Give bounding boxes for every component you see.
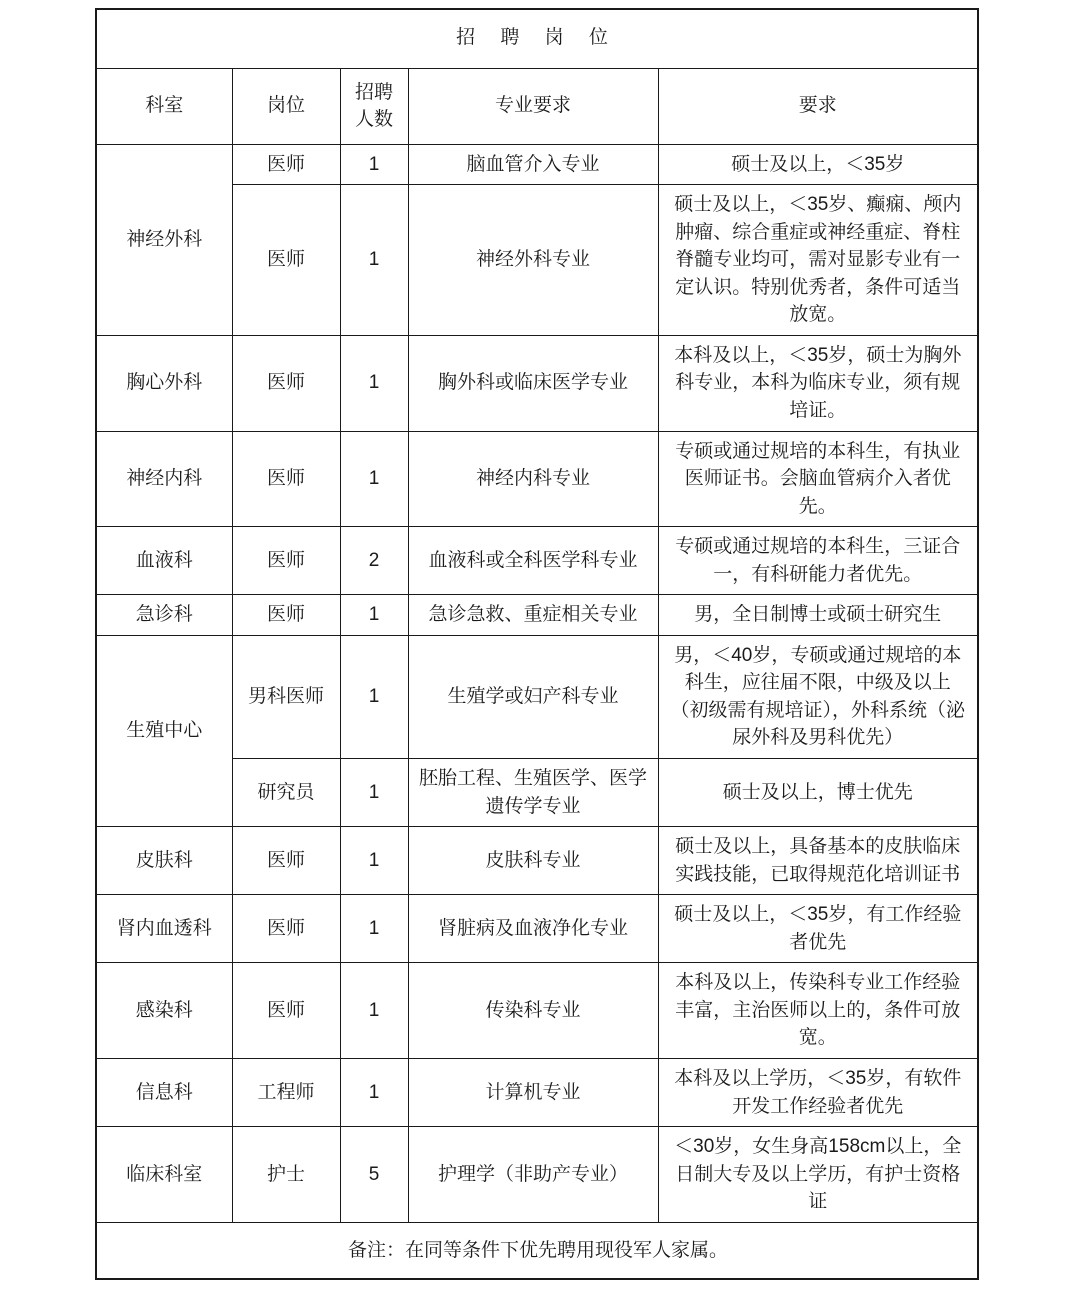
table-note: 备注：在同等条件下优先聘用现役军人家属。 bbox=[96, 1222, 978, 1279]
cell-post: 工程师 bbox=[232, 1058, 340, 1126]
table-row bbox=[96, 144, 978, 185]
cell-requirement: 男，全日制博士或硕士研究生 bbox=[658, 595, 978, 636]
cell-post: 医师 bbox=[232, 431, 340, 527]
cell-requirement: 本科及以上，传染科专业工作经验丰富，主治医师以上的，条件可放宽。 bbox=[658, 963, 978, 1059]
cell-requirement: 硕士及以上，＜35岁、癫痫、颅内肿瘤、综合重症或神经重症、脊柱脊髓专业均可，需对显影专业有一定认识。特别优秀者，条件可适当放宽。 bbox=[658, 185, 978, 336]
table-row bbox=[96, 1127, 978, 1223]
cell-major: 神经外科专业 bbox=[408, 185, 658, 336]
document-title: 招 聘 岗 位 bbox=[96, 9, 978, 68]
cell-count: 1 bbox=[340, 185, 408, 336]
cell-requirement: 硕士及以上，＜35岁 bbox=[658, 144, 978, 185]
header-count-line1: 招聘 bbox=[354, 81, 393, 103]
cell-count: 1 bbox=[340, 1058, 408, 1126]
cell-requirement: 硕士及以上，博士优先 bbox=[658, 759, 978, 827]
cell-count: 1 bbox=[340, 431, 408, 527]
cell-major: 脑血管介入专业 bbox=[408, 144, 658, 185]
cell-post: 医师 bbox=[232, 963, 340, 1059]
cell-post: 医师 bbox=[232, 527, 340, 595]
note-row bbox=[96, 1222, 978, 1279]
table-row bbox=[96, 963, 978, 1059]
cell-post: 医师 bbox=[232, 144, 340, 185]
cell-dept: 信息科 bbox=[96, 1058, 232, 1126]
cell-requirement: ＜30岁，女生身高158cm以上，全日制大专及以上学历，有护士资格证 bbox=[658, 1127, 978, 1223]
cell-post: 护士 bbox=[232, 1127, 340, 1223]
cell-dept: 感染科 bbox=[96, 963, 232, 1059]
cell-major: 生殖学或妇产科专业 bbox=[408, 635, 658, 758]
cell-major: 血液科或全科医学科专业 bbox=[408, 527, 658, 595]
header-major: 专业要求 bbox=[408, 68, 658, 144]
cell-major: 计算机专业 bbox=[408, 1058, 658, 1126]
cell-requirement: 本科及以上学历，＜35岁，有软件开发工作经验者优先 bbox=[658, 1058, 978, 1126]
cell-post: 男科医师 bbox=[232, 635, 340, 758]
cell-requirement: 男，＜40岁，专硕或通过规培的本科生，应往届不限，中级及以上（初级需有规培证），外科系统（泌尿外科及男科优先） bbox=[658, 635, 978, 758]
table-row bbox=[96, 1058, 978, 1126]
cell-count: 1 bbox=[340, 144, 408, 185]
table-row bbox=[96, 431, 978, 527]
cell-major: 护理学（非助产专业） bbox=[408, 1127, 658, 1223]
table-row bbox=[96, 635, 978, 758]
title-row bbox=[96, 9, 978, 68]
table-row bbox=[96, 527, 978, 595]
recruitment-table bbox=[95, 8, 979, 1280]
cell-count: 1 bbox=[340, 635, 408, 758]
cell-major: 胸外科或临床医学专业 bbox=[408, 335, 658, 431]
cell-post: 医师 bbox=[232, 185, 340, 336]
cell-count: 1 bbox=[340, 759, 408, 827]
header-count bbox=[340, 68, 408, 144]
cell-dept: 临床科室 bbox=[96, 1127, 232, 1223]
cell-major: 传染科专业 bbox=[408, 963, 658, 1059]
cell-count: 1 bbox=[340, 595, 408, 636]
table-row bbox=[96, 335, 978, 431]
cell-dept: 急诊科 bbox=[96, 595, 232, 636]
cell-major: 胚胎工程、生殖医学、医学遗传学专业 bbox=[408, 759, 658, 827]
cell-post: 研究员 bbox=[232, 759, 340, 827]
cell-dept: 血液科 bbox=[96, 527, 232, 595]
header-count-line2: 人数 bbox=[354, 109, 393, 131]
table-row bbox=[96, 895, 978, 963]
cell-post: 医师 bbox=[232, 895, 340, 963]
table-row bbox=[96, 595, 978, 636]
cell-major: 神经内科专业 bbox=[408, 431, 658, 527]
cell-count: 1 bbox=[340, 963, 408, 1059]
cell-major: 肾脏病及血液净化专业 bbox=[408, 895, 658, 963]
cell-post: 医师 bbox=[232, 595, 340, 636]
cell-dept: 生殖中心 bbox=[96, 635, 232, 826]
header-post: 岗位 bbox=[232, 68, 340, 144]
cell-dept: 肾内血透科 bbox=[96, 895, 232, 963]
cell-count: 1 bbox=[340, 895, 408, 963]
cell-post: 医师 bbox=[232, 827, 340, 895]
cell-dept: 皮肤科 bbox=[96, 827, 232, 895]
header-requirement: 要求 bbox=[658, 68, 978, 144]
cell-major: 急诊急救、重症相关专业 bbox=[408, 595, 658, 636]
cell-requirement: 专硕或通过规培的本科生，三证合一，有科研能力者优先。 bbox=[658, 527, 978, 595]
cell-count: 1 bbox=[340, 335, 408, 431]
cell-requirement: 硕士及以上，＜35岁，有工作经验者优先 bbox=[658, 895, 978, 963]
cell-post: 医师 bbox=[232, 335, 340, 431]
cell-requirement: 专硕或通过规培的本科生，有执业医师证书。会脑血管病介入者优先。 bbox=[658, 431, 978, 527]
cell-dept: 神经外科 bbox=[96, 144, 232, 335]
table-body bbox=[96, 144, 978, 1279]
cell-count: 5 bbox=[340, 1127, 408, 1223]
cell-requirement: 本科及以上，＜35岁，硕士为胸外科专业，本科为临床专业，须有规培证。 bbox=[658, 335, 978, 431]
cell-count: 1 bbox=[340, 827, 408, 895]
table-row bbox=[96, 827, 978, 895]
column-header-row bbox=[96, 68, 978, 144]
header-dept: 科室 bbox=[96, 68, 232, 144]
cell-count: 2 bbox=[340, 527, 408, 595]
cell-dept: 胸心外科 bbox=[96, 335, 232, 431]
cell-major: 皮肤科专业 bbox=[408, 827, 658, 895]
cell-dept: 神经内科 bbox=[96, 431, 232, 527]
table-header bbox=[96, 9, 978, 144]
cell-requirement: 硕士及以上，具备基本的皮肤临床实践技能，已取得规范化培训证书 bbox=[658, 827, 978, 895]
